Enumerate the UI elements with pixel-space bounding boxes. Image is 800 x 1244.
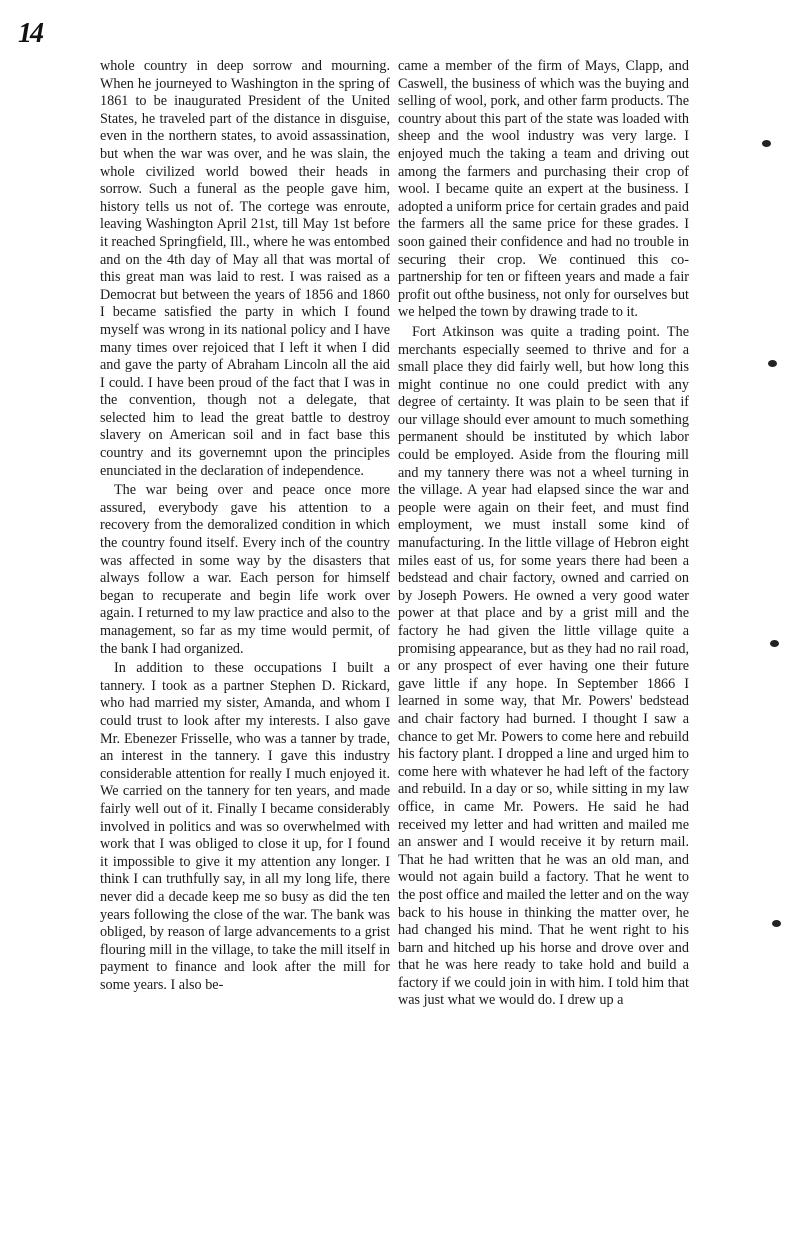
binding-hole-mark: [762, 140, 771, 147]
binding-hole-mark: [772, 920, 781, 927]
paragraph: came a member of the firm of Mays, Clapp, and Caswell, the business of which was the buying and selling of wool, pork, and other farm products. The country about this part of the state was loaded with sheep and the wool industry was very large. I enjoyed much the taking a team and driving out among the farmers and purchasing their crop of wool. I became quite an expert at the business. I adopted a uniform price for certain grades and paid the farmers all the same price for these grades. I soon gained their confidence and had no trouble in securing their crop. We continued this co-partnership for ten or fifteen years and made a fair profit out ofthe business, not only for ourselves but we helped the town by drawing trade to it.: [398, 58, 689, 321]
paragraph: In addition to these occupations I built a tannery. I took as a partner Stephen D. Rickard, who had married my sister, Amanda, and whom I could trust to look after my interests. I also gave Mr. Ebenezer Frisselle, who was a tanner by trade, an interest in the tannery. I gave this industry considerable attention for really I much enjoyed it. We carried on the tannery for ten years, and made fairly well out of it. Finally I became considerably involved in politics and was so overwhelmed with work that I was obliged to close it up, for I found it impossible to give it my attention any longer. I think I can truthfully say, in all my long life, there never did a decade keep me so busy as did the ten years following the close of the war. The bank was obliged, by reason of large advancements to a grist flouring mill in the village, to take the mill itself in payment to finance and look after the mill for some years. I also be-: [100, 660, 390, 993]
binding-hole-mark: [770, 640, 779, 647]
right-column: [398, 58, 689, 1010]
paragraph: Fort Atkinson was quite a trading point. The merchants especially seemed to thrive and for a small place they did fairly well, but how long this might continue no one could predict with any degree of certainty. It was plain to be seen that if our village should ever amount to much something permanent should be instituted by which labor could be employed. Aside from the flouring mill and my tannery there was not a wheel turning in the village. A year had elapsed since the war and people were again on their feet, and must find employment, we must install some kind of manufacturing. In the little village of Hebron eight miles east of us, for some years there had been a bedstead and chair factory, owned and carried on by Joseph Powers. He owned a very good water power at that place and by a grist mill and the factory he had given the little village quite a promising appearance, but as they had no rail road, or any prospect of ever having one their future gave little if any hope. In September 1866 I learned in some way, that Mr. Powers' bedstead and chair factory had burned. I thought I saw a chance to get Mr. Powers to come here and rebuild his factory plant. I dropped a line and urged him to come here with whatever he had left of the factory and rebuild. In a day or so, while sitting in my law office, in came Mr. Powers. He said he had received my letter and had written and mailed me an answer and I would receive it by return mail. That he had written that he was an old man, and would not again build a factory. That he went to the post office and mailed the letter and on the way back to his house in thinking the matter over, he had changed his mind. That he went right to his barn and hitched up his horse and drove over and that he was here ready to take hold and build a factory if we could join in with him. I told him that was just what we would do. I drew up a: [398, 323, 689, 1009]
page-number: 14: [18, 18, 42, 49]
paragraph: whole country in deep sorrow and mourning. When he journeyed to Washington in the spring of 1861 to be inaugurated President of the United States, he traveled part of the distance in disguise, even in the northern states, to avoid assassination, but when the war was over, and he was slain, the whole civilized world bowed their heads in sorrow. Such a funeral as the people gave him, history tells us not of. The cortege was enroute, leaving Washington April 21st, till May 1st before it reached Springfield, Ill., where he was entombed and on the 4th day of May all that was mortal of this great man was laid to rest. I was raised as a Democrat but between the years of 1856 and 1860 I became satisfied the party in which I found myself was wrong in its national policy and I have many times over rejoiced that I left it when I did and gave the party of Abraham Lincoln all the aid I could. I have been proud of the fact that I was in the convention, though not a delegate, that selected him to lead the great battle to destroy slavery on American soil and in fact base this country and its governemnt upon the principles enunciated in the declaration of independence.: [100, 58, 390, 479]
left-column: [100, 58, 390, 994]
binding-hole-mark: [768, 360, 777, 367]
paragraph: The war being over and peace once more assured, everybody gave his attention to a recovery from the demoralized condition in which the country found itself. Every inch of the country was affected in some way by the disasters that always follow a war. Each person for himself began to recuperate and begin life work over again. I returned to my law practice and also to the management, so far as my time would permit, of the bank I had organized.: [100, 482, 390, 657]
